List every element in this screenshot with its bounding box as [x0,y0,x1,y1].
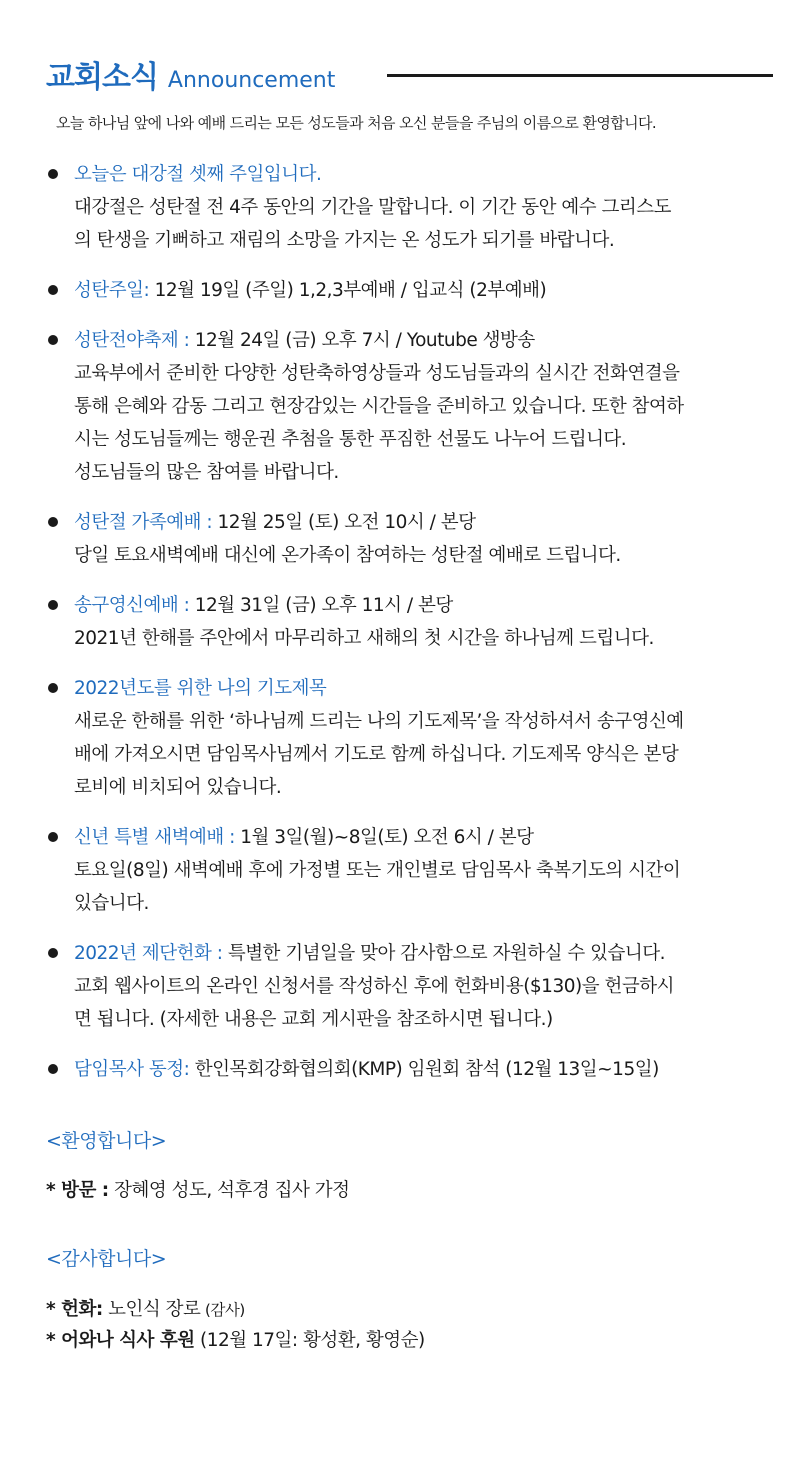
item-body-line: 새로운 한해를 위한 ‘하나님께 드리는 나의 기도제목’을 작성하셔서 송구영신예 [74,711,684,732]
bullet-icon [48,948,58,958]
item-first-line [74,324,766,357]
announcement-item [46,158,766,257]
announcement-item [46,672,766,804]
bullet-icon [48,517,58,527]
item-inline-text: 12월 19일 (주일) 1,2,3부예배 / 입교식 (2부예배) [149,280,547,301]
item-first-line [74,589,766,622]
item-first-line [74,158,766,191]
item-first-line [74,672,766,705]
item-heading: 성탄절 가족예배 : [74,512,213,533]
welcome-label: * 방문 : [46,1180,109,1201]
meal-label: * 어와나 식사 후원 [46,1330,195,1351]
thanks-meal [46,1326,425,1352]
welcome-heading: <환영합니다> [46,1130,167,1152]
bullet-icon [48,832,58,842]
item-inline-text: 특별한 기념일을 맞아 감사함으로 자원하실 수 있습니다. [222,943,666,964]
item-body-line: 통해 은혜와 감동 그리고 현장감있는 시간들을 준비하고 있습니다. 또한 참여하 [74,396,684,417]
item-heading: 성탄전야축제 : [74,330,190,351]
announcement-list [46,158,766,1086]
header [46,52,335,96]
item-first-line [74,937,766,970]
item-first-line [74,274,766,307]
item-inline-text: 12월 25일 (토) 오전 10시 / 본당 [212,512,476,533]
intro-text: 오늘 하나님 앞에 나와 예배 드리는 모든 성도들과 처음 오신 분들을 주님의 이름으로 환영합니다. [56,114,657,132]
bullet-icon [48,169,58,179]
item-inline-text: 12월 31일 (금) 오후 11시 / 본당 [189,595,453,616]
item-first-line [74,821,766,854]
announcement-item [46,937,766,1036]
announcement-item [46,821,766,920]
item-body-line: 대강절은 성탄절 전 4주 동안의 기간을 말합니다. 이 기간 동안 예수 그리스도 [74,197,671,218]
item-heading: 담임목사 동정: [74,1059,190,1080]
announcement-item [46,274,766,307]
meal-text: (12월 17일: 황성환, 황영순) [194,1330,425,1351]
welcome-text: 장혜영 성도, 석후경 집사 가정 [108,1180,350,1201]
thanks-flowers [46,1295,245,1321]
item-heading: 신년 특별 새벽예배 : [74,827,235,848]
item-body-line: 교회 웹사이트의 온라인 신청서를 작성하신 후에 헌화비용($130)을 헌금하시 [74,976,674,997]
item-body-line: 시는 성도님들께는 행운권 추첨을 통한 푸짐한 선물도 나누어 드립니다. [74,429,627,450]
bullet-icon [48,1064,58,1074]
flowers-note: (감사) [200,1301,245,1319]
item-body-line: 성도님들의 많은 참여를 바랍니다. [74,462,339,483]
header-divider [387,74,773,77]
announcement-item [46,506,766,572]
item-heading: 2022년도를 위한 나의 기도제목 [74,678,327,699]
item-body-line: 로비에 비치되어 있습니다. [74,777,282,798]
item-heading: 2022년 제단헌화 : [74,943,223,964]
thanks-heading: <감사합니다> [46,1248,167,1270]
bullet-icon [48,285,58,295]
item-first-line [74,1053,766,1086]
page-subtitle: Announcement [167,68,336,93]
item-inline-text: 한인목회강화협의회(KMP) 임원회 참석 (12월 13일~15일) [189,1059,659,1080]
item-body-line: 교육부에서 준비한 다양한 성탄축하영상들과 성도님들과의 실시간 전화연결을 [74,363,680,384]
item-body-line: 2021년 한해를 주안에서 마무리하고 새해의 첫 시간을 하나님께 드립니다. [74,628,654,649]
bullet-icon [48,683,58,693]
item-heading: 송구영신예배 : [74,595,190,616]
item-body-line: 있습니다. [74,893,149,914]
announcement-item [46,324,766,489]
welcome-visitors [46,1176,349,1202]
item-inline-text: 1월 3일(월)~8일(토) 오전 6시 / 본당 [234,827,534,848]
bullet-icon [48,600,58,610]
item-inline-text: 12월 24일 (금) 오후 7시 / Youtube 생방송 [189,330,535,351]
item-first-line [74,506,766,539]
page-title: 교회소식 [46,60,158,95]
item-heading: 오늘은 대강절 셋째 주일입니다. [74,164,322,185]
announcement-item [46,589,766,655]
flowers-label: * 헌화: [46,1299,103,1320]
item-body-line: 당일 토요새벽예배 대신에 온가족이 참여하는 성탄절 예배로 드립니다. [74,545,621,566]
bullet-icon [48,335,58,345]
announcement-item [46,1053,766,1086]
item-body-line: 토요일(8일) 새벽예배 후에 가정별 또는 개인별로 담임목사 축복기도의 시간이 [74,860,681,881]
flowers-text: 노인식 장로 [102,1299,201,1320]
item-body-line: 배에 가져오시면 담임목사님께서 기도로 함께 하십니다. 기도제목 양식은 본당 [74,744,679,765]
item-body-line: 의 탄생을 기뻐하고 재림의 소망을 가지는 온 성도가 되기를 바랍니다. [74,230,615,251]
item-heading: 성탄주일: [74,280,150,301]
item-body-line: 면 됩니다. (자세한 내용은 교회 게시판을 참조하시면 됩니다.) [74,1009,553,1030]
